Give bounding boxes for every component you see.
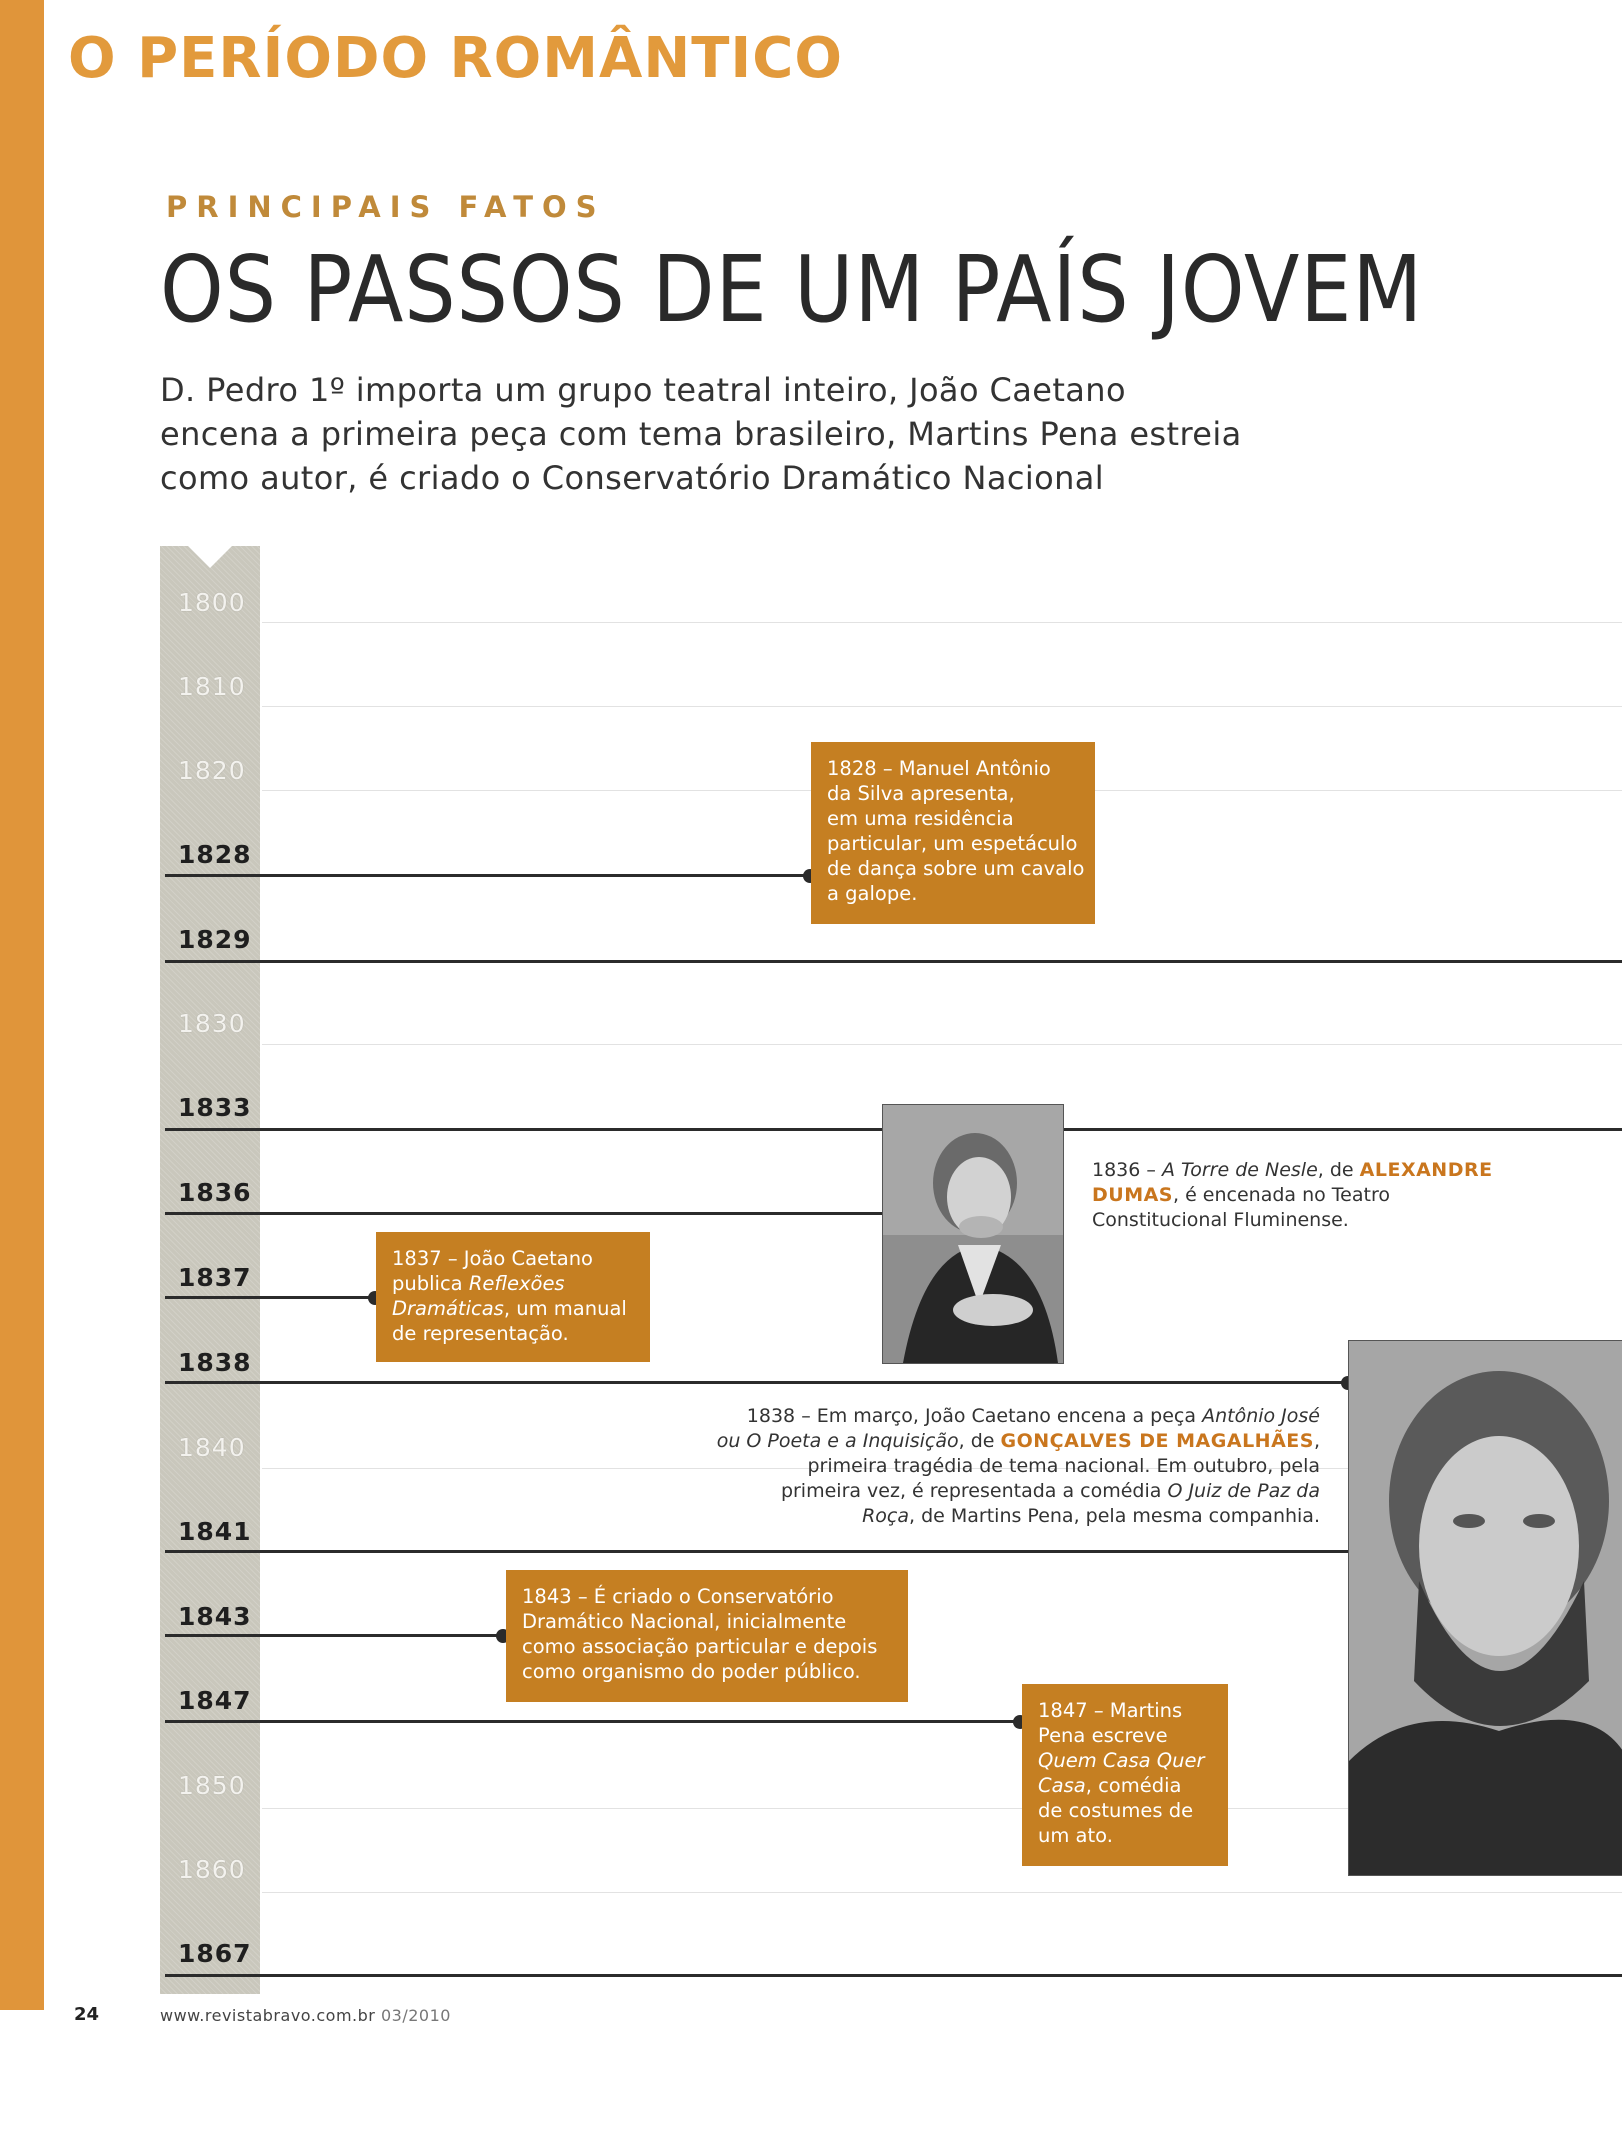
event-box-1828	[811, 742, 1095, 924]
issue-date: 03/2010	[380, 2006, 451, 2025]
section-title: O PERÍODO ROMÂNTICO	[68, 26, 843, 91]
year-label: 1847	[178, 1686, 252, 1715]
gridline	[262, 1892, 1622, 1893]
lead-paragraph	[160, 368, 1340, 500]
play-title: ou O Poeta e a Inquisição	[716, 1430, 959, 1452]
event-box-1847	[1022, 1684, 1228, 1866]
year-label: 1860	[178, 1855, 246, 1884]
year-label: 1820	[178, 756, 246, 785]
event-line-1841	[165, 1550, 1348, 1553]
event-text-line: em uma residência	[827, 807, 1014, 830]
year-label: 1837	[178, 1263, 252, 1292]
gridline	[262, 622, 1622, 623]
play-title: Quem Casa Quer	[1038, 1749, 1205, 1772]
year-label: 1867	[178, 1939, 252, 1968]
event-line-1828	[165, 874, 810, 877]
lead-line: D. Pedro 1º importa um grupo teatral inteiro, João Caetano	[160, 371, 1126, 409]
event-line-1843	[165, 1634, 505, 1637]
book-title: Dramáticas	[392, 1297, 504, 1320]
event-text-line: de dança sobre um cavalo	[827, 857, 1085, 880]
author-name: ALEXANDRE	[1359, 1159, 1493, 1181]
column-notch	[188, 546, 232, 568]
caption-text: , de Martins Pena, pela mesma companhia.	[909, 1505, 1320, 1527]
gridline	[262, 706, 1622, 707]
event-line-1837	[165, 1296, 377, 1299]
left-accent-bar	[0, 0, 44, 2010]
caption-text: Constitucional Fluminense.	[1092, 1209, 1349, 1231]
gridline	[262, 1044, 1622, 1045]
footer-site	[160, 2006, 451, 2025]
caption-text: primeira tragédia de tema nacional. Em outubro, pela	[807, 1455, 1320, 1477]
year-label: 1850	[178, 1771, 246, 1800]
event-text-line: 1837 – João Caetano	[392, 1247, 593, 1270]
play-title: Antônio José	[1202, 1405, 1320, 1427]
event-line-1838	[165, 1381, 1348, 1384]
event-caption-1836	[1092, 1158, 1493, 1233]
year-label: 1836	[178, 1178, 252, 1207]
caption-text: 1836 –	[1092, 1159, 1162, 1181]
author-name: GONÇALVES DE MAGALHÃES	[1000, 1430, 1314, 1452]
event-text-line: 1843 – É criado o Conservatório	[522, 1585, 834, 1608]
caption-text: ,	[1313, 1430, 1320, 1452]
event-text-line: como organismo do poder público.	[522, 1660, 861, 1683]
event-box-1837	[376, 1232, 650, 1362]
event-text-line: um ato.	[1038, 1824, 1113, 1847]
portrait-alexandre-dumas	[882, 1104, 1064, 1364]
event-box-1843	[506, 1570, 908, 1702]
year-label: 1829	[178, 925, 252, 954]
event-text-line: da Silva apresenta,	[827, 782, 1015, 805]
site-url: www.revistabravo.com.br	[160, 2006, 376, 2025]
event-text-line: Pena escreve	[1038, 1724, 1168, 1747]
event-text: , comédia	[1085, 1774, 1182, 1797]
event-line-1829	[165, 960, 1622, 963]
caption-text: , é encenada no Teatro	[1173, 1184, 1390, 1206]
caption-text: primeira vez, é representada a comédia	[780, 1480, 1168, 1502]
caption-text: 1838 – Em março, João Caetano encena a peça	[746, 1405, 1203, 1427]
event-text-line: de costumes de	[1038, 1799, 1194, 1822]
year-label: 1830	[178, 1009, 246, 1038]
event-text-line: 1828 – Manuel Antônio	[827, 757, 1051, 780]
book-title: Reflexões	[468, 1272, 565, 1295]
year-label: 1843	[178, 1602, 252, 1631]
event-text-line: de representação.	[392, 1322, 569, 1345]
kicker: PRINCIPAIS FATOS	[166, 190, 606, 224]
year-label: 1828	[178, 840, 252, 869]
event-caption-1838	[716, 1404, 1320, 1529]
event-text-line: 1847 – Martins	[1038, 1699, 1183, 1722]
page-number: 24	[74, 2004, 100, 2025]
year-label: 1838	[178, 1348, 252, 1377]
lead-line: encena a primeira peça com tema brasileiro, Martins Pena estreia	[160, 415, 1242, 453]
event-text-line: Dramático Nacional, inicialmente	[522, 1610, 847, 1633]
event-line-1867	[165, 1974, 1622, 1977]
play-title: Casa	[1038, 1774, 1086, 1797]
year-label: 1810	[178, 672, 246, 701]
event-text-line: a galope.	[827, 882, 918, 905]
lead-line: como autor, é criado o Conservatório Dramático Nacional	[160, 459, 1105, 497]
event-line-1847	[165, 1720, 1020, 1723]
play-title: Roça	[862, 1505, 909, 1527]
headline: OS PASSOS DE UM PAÍS JOVEM	[160, 236, 1424, 343]
play-title: O Juiz de Paz da	[1167, 1480, 1320, 1502]
event-text: , um manual	[503, 1297, 627, 1320]
author-name: DUMAS	[1092, 1184, 1173, 1206]
event-text-line: como associação particular e depois	[522, 1635, 878, 1658]
portrait-goncalves-de-magalhaes	[1348, 1340, 1622, 1876]
event-line-1836	[165, 1212, 882, 1215]
play-title: A Torre de Nesle	[1161, 1159, 1318, 1181]
caption-text: , de	[958, 1430, 1001, 1452]
event-text: publica	[392, 1272, 469, 1295]
caption-text: , de	[1317, 1159, 1360, 1181]
year-label: 1800	[178, 588, 246, 617]
year-label: 1833	[178, 1093, 252, 1122]
year-label: 1840	[178, 1433, 246, 1462]
year-label: 1841	[178, 1517, 252, 1546]
event-text-line: particular, um espetáculo	[827, 832, 1078, 855]
